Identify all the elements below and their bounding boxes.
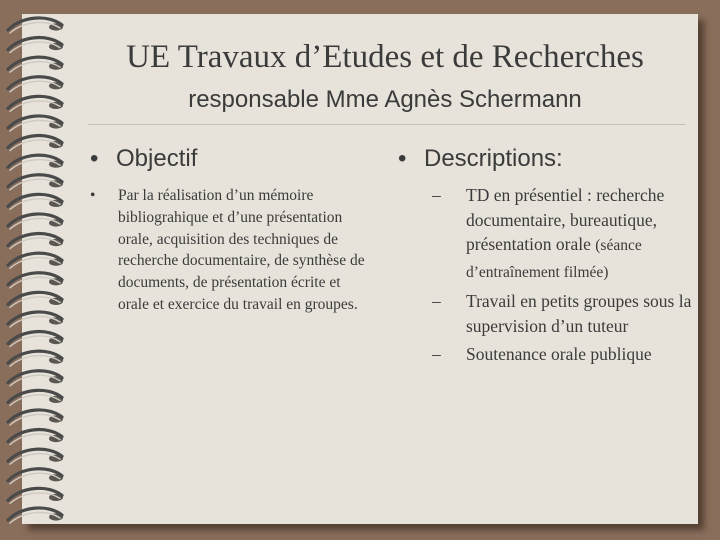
- list-item: [398, 289, 698, 338]
- description-note: (séance d’entraînement filmée): [466, 237, 642, 281]
- binding-ring: [8, 77, 63, 92]
- binding-ring: [8, 508, 63, 523]
- objective-heading: [90, 143, 370, 175]
- binding-ring: [8, 155, 63, 170]
- binding-ring: [8, 38, 63, 53]
- binding-ring: [8, 253, 63, 268]
- binding-ring: [8, 449, 63, 464]
- binding-ring: [8, 488, 63, 503]
- binding-ring: [8, 332, 63, 347]
- binding-ring: [8, 410, 63, 425]
- binding-ring: [8, 57, 63, 72]
- binding-ring: [8, 273, 63, 288]
- bullet-icon: •: [398, 145, 407, 172]
- binding-ring: [8, 136, 63, 151]
- spiral-binding-icon: [0, 0, 80, 540]
- binding-ring: [8, 18, 63, 33]
- binding-ring: [8, 469, 63, 484]
- descriptions-column: [398, 143, 698, 371]
- binding-ring: [8, 312, 63, 327]
- slide-subtitle: responsable Mme Agnès Schermann: [188, 86, 582, 113]
- binding-ring: [8, 430, 63, 445]
- binding-ring: [8, 116, 63, 131]
- descriptions-heading-label: Descriptions:: [424, 145, 563, 172]
- dash-icon: –: [432, 344, 441, 364]
- objective-heading-label: Objectif: [116, 145, 198, 172]
- list-item: [398, 183, 698, 285]
- binding-ring: [8, 214, 63, 229]
- binding-ring: [8, 194, 63, 209]
- list-item: [90, 185, 370, 316]
- objective-text: Par la réalisation d’un mémoire bibliograhique et d’une présentation orale, acquisition des techniques de recherche documentaire, de synthèse de documents, de présentation écrite et orale et exercice du travail en groupes.: [118, 187, 365, 313]
- binding-ring: [8, 292, 63, 307]
- binding-ring: [8, 351, 63, 366]
- description-text: Travail en petits groupes sous la supervision d’un tuteur: [466, 291, 692, 336]
- bullet-icon: •: [90, 187, 96, 204]
- binding-ring: [8, 96, 63, 111]
- bullet-icon: •: [90, 145, 99, 172]
- divider: [88, 124, 686, 125]
- list-item: [398, 342, 698, 367]
- descriptions-list: [398, 183, 698, 367]
- binding-ring: [8, 390, 63, 405]
- description-text: Soutenance orale publique: [466, 344, 652, 364]
- binding-ring: [8, 234, 63, 249]
- binding-ring: [8, 371, 63, 386]
- slide-title: UE Travaux d’Etudes et de Recherches: [126, 39, 644, 75]
- objective-column: [90, 143, 370, 316]
- descriptions-heading: [398, 143, 698, 175]
- dash-icon: –: [432, 185, 441, 205]
- dash-icon: –: [432, 291, 441, 311]
- description-text: TD en présentiel : recherche documentaire, bureautique, présentation orale: [466, 185, 665, 254]
- binding-ring: [8, 175, 63, 190]
